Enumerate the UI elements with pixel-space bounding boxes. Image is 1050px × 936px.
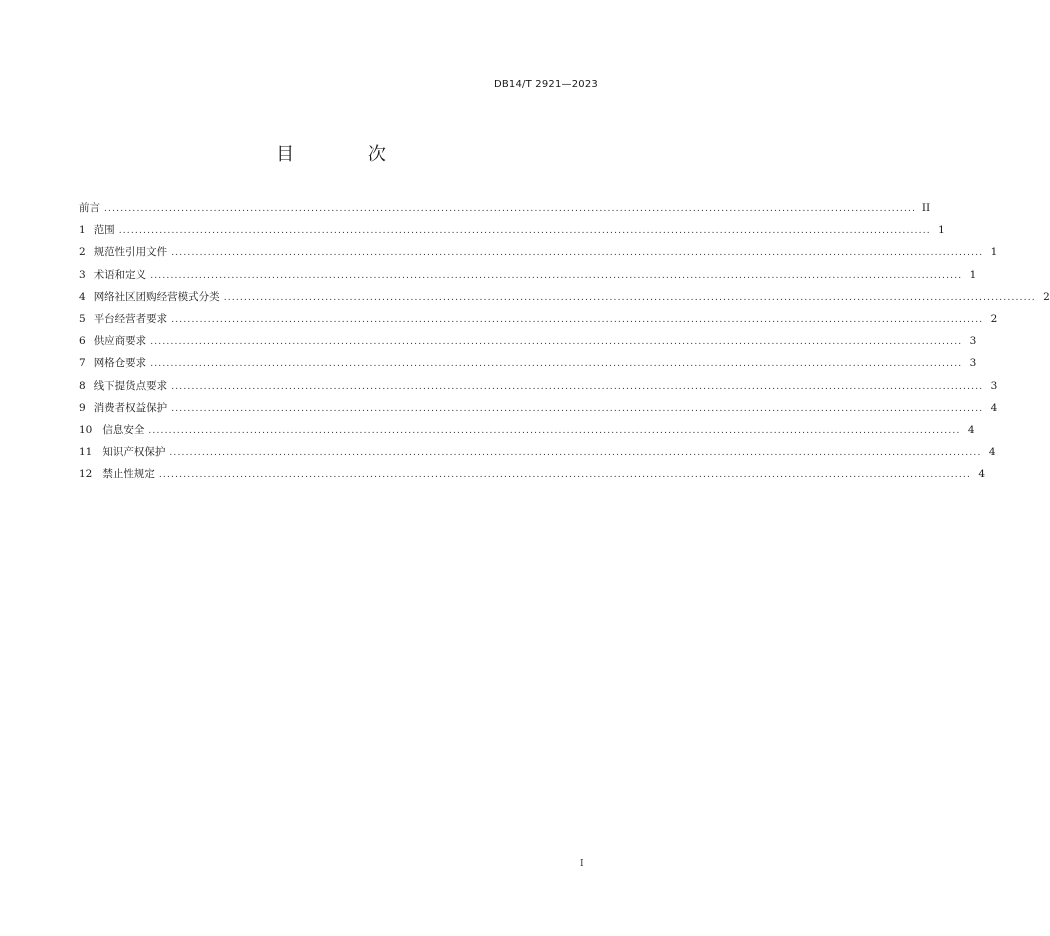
toc-item-foreword[interactable] <box>79 200 931 222</box>
toc-leader-dots: ........................................................................................................................................................................................................ <box>148 425 961 436</box>
toc-item-page: 3 <box>969 335 977 348</box>
toc-item-consumer-rights[interactable] <box>79 400 998 422</box>
toc-item-terms-definitions[interactable] <box>79 267 977 289</box>
toc-item-page: 1 <box>969 268 977 281</box>
toc-item-label: 术语和定义 <box>93 268 147 281</box>
toc-leader-dots: ........................................................................................................................................................................................................ <box>118 226 931 237</box>
toc-item-number: 7 <box>79 357 86 370</box>
toc-item-number: 4 <box>79 290 86 303</box>
toc-item-normative-references[interactable] <box>79 244 998 266</box>
toc-item-prohibitions[interactable] <box>79 466 986 488</box>
toc-item-number: 5 <box>79 312 86 325</box>
table-of-contents <box>79 200 1050 488</box>
toc-item-label: 网络社区团购经营模式分类 <box>93 290 220 303</box>
toc-item-information-security[interactable] <box>79 422 975 444</box>
toc-item-number: 9 <box>79 401 86 414</box>
toc-leader-dots: ........................................................................................................................................................................................................ <box>171 314 984 325</box>
toc-item-label: 范围 <box>93 224 115 237</box>
page-number: I <box>580 859 584 869</box>
toc-item-page: 1 <box>990 246 998 259</box>
toc-item-number: 8 <box>79 379 86 392</box>
toc-item-label: 平台经营者要求 <box>93 312 168 325</box>
toc-leader-dots: ........................................................................................................................................................................................................ <box>169 448 982 459</box>
toc-item-label: 信息安全 <box>102 423 145 436</box>
toc-item-page: 3 <box>969 357 977 370</box>
toc-item-page: II <box>921 202 931 214</box>
toc-item-label: 网格仓要求 <box>93 357 147 370</box>
toc-item-page: 2 <box>1043 290 1050 303</box>
toc-item-pickup-point[interactable] <box>79 378 998 400</box>
toc-item-number: 1 <box>79 224 86 237</box>
toc-item-number: 12 <box>79 468 93 481</box>
toc-item-page: 4 <box>967 423 975 436</box>
toc-item-page: 4 <box>988 446 996 459</box>
toc-item-label: 线下提货点要求 <box>93 379 168 392</box>
toc-item-supplier[interactable] <box>79 333 977 355</box>
toc-item-page: 4 <box>978 468 986 481</box>
toc-item-label: 前言 <box>79 202 100 214</box>
toc-leader-dots: ........................................................................................................................................................................................................ <box>150 270 963 281</box>
toc-item-number: 6 <box>79 335 86 348</box>
document-code: DB14/T 2921—2023 <box>493 79 598 90</box>
toc-leader-dots: ........................................................................................................................................................................................................ <box>171 248 984 259</box>
toc-item-label: 禁止性规定 <box>102 468 155 481</box>
toc-item-number: 2 <box>79 246 86 259</box>
toc-leader-dots: ........................................................................................................................................................................................................ <box>150 359 963 370</box>
toc-leader-dots: ........................................................................................................................................................................................................ <box>150 337 963 348</box>
toc-item-label: 规范性引用文件 <box>93 246 168 259</box>
toc-item-page: 2 <box>990 312 998 325</box>
toc-leader-dots: ........................................................................................................................................................................................................ <box>171 381 984 392</box>
toc-item-label: 知识产权保护 <box>102 446 166 459</box>
toc-item-mode-classification[interactable] <box>79 289 1050 311</box>
toc-item-ip-protection[interactable] <box>79 444 996 466</box>
toc-item-scope[interactable] <box>79 222 945 244</box>
toc-item-label: 消费者权益保护 <box>93 401 168 414</box>
toc-item-number: 3 <box>79 268 86 281</box>
toc-leader-dots: ........................................................................................................................................................................................................ <box>171 403 984 414</box>
toc-item-label: 供应商要求 <box>93 335 147 348</box>
toc-item-page: 1 <box>938 224 945 237</box>
toc-item-number: 10 <box>79 423 93 436</box>
toc-leader-dots: ........................................................................................................................................................................................................ <box>223 292 1036 303</box>
toc-leader-dots: ........................................................................................................................................................................................................ <box>104 204 917 214</box>
toc-item-platform-operator[interactable] <box>79 311 998 333</box>
toc-item-page: 4 <box>990 401 998 414</box>
toc-leader-dots: ........................................................................................................................................................................................................ <box>158 470 972 481</box>
toc-item-page: 3 <box>990 379 998 392</box>
toc-item-grid-warehouse[interactable] <box>79 355 977 377</box>
toc-title: 目 次 <box>276 144 420 165</box>
toc-item-number: 11 <box>79 446 93 459</box>
